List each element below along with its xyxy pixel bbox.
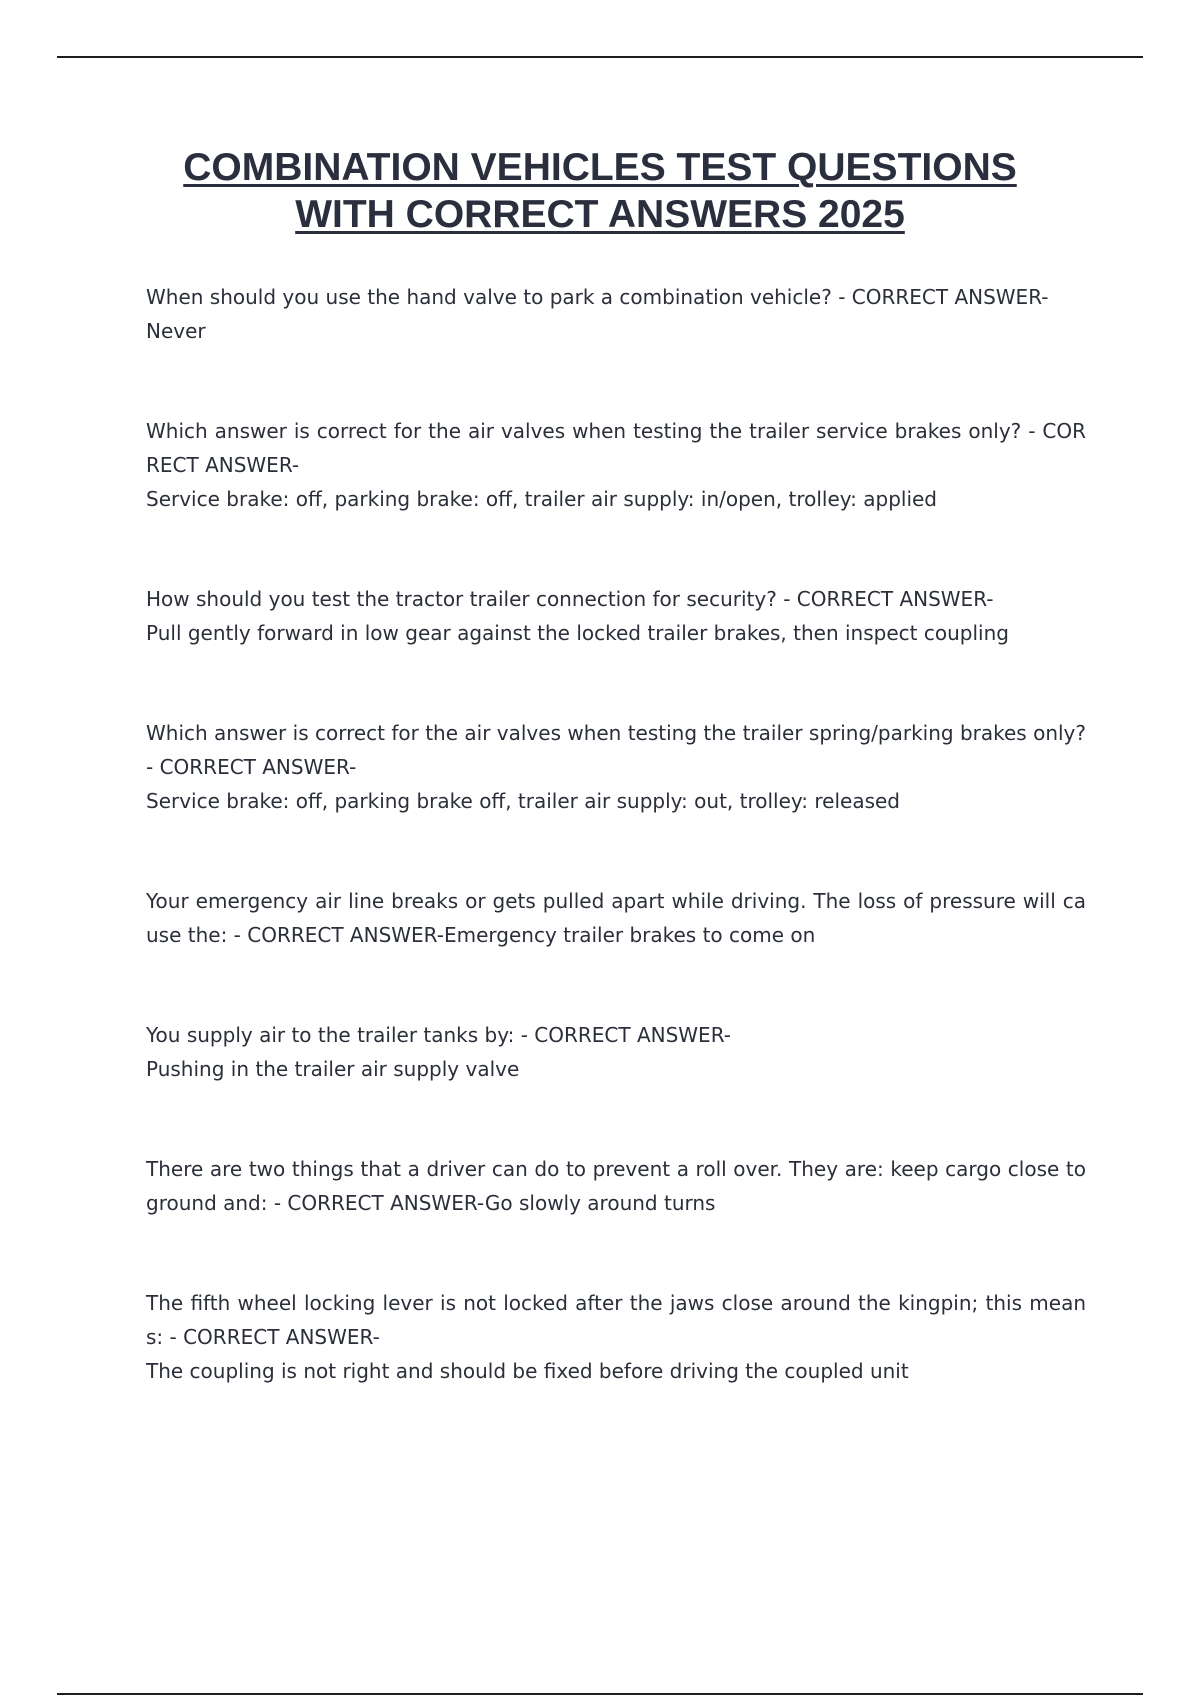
question-text: When should you use the hand valve to park a combination vehicle? - CORRECT ANSWER- — [146, 285, 1049, 309]
question-text: Which answer is correct for the air valves when testing the trailer service brakes only? - CORRECT ANSWER- — [146, 419, 1086, 477]
qa-item — [146, 1286, 1086, 1388]
question-text: Your emergency air line breaks or gets pulled apart while driving. The loss of pressure will cause the: - CORRECT ANSWER- — [146, 889, 1086, 947]
question-text: How should you test the tractor trailer connection for security? - CORRECT ANSWER- — [146, 587, 994, 611]
qa-item — [146, 414, 1086, 516]
answer-text: Service brake: off, parking brake off, trailer air supply: out, trolley: released — [146, 789, 901, 813]
answer-text: Never — [146, 319, 206, 343]
answer-text: Pushing in the trailer air supply valve — [146, 1057, 520, 1081]
qa-item — [146, 582, 1086, 650]
question-text: Which answer is correct for the air valves when testing the trailer spring/parking brakes only? - CORRECT ANSWER- — [146, 721, 1086, 779]
title-line-2: WITH CORRECT ANSWERS 2025 — [295, 193, 905, 236]
header-rule — [57, 56, 1143, 58]
answer-text: Go slowly around turns — [484, 1191, 716, 1215]
answer-text: Service brake: off, parking brake: off, trailer air supply: in/open, trolley: applied — [146, 487, 938, 511]
answer-text: Emergency trailer brakes to come on — [443, 923, 816, 947]
question-text: You supply air to the trailer tanks by: - CORRECT ANSWER- — [146, 1023, 731, 1047]
qa-item — [146, 1018, 1086, 1086]
footer-rule — [57, 1693, 1143, 1695]
page-title — [60, 144, 1140, 238]
answer-text: Pull gently forward in low gear against the locked trailer brakes, then inspect coupling — [146, 621, 1009, 645]
question-text: The fifth wheel locking lever is not locked after the jaws close around the kingpin; this means: - CORRECT ANSWER- — [146, 1291, 1086, 1349]
qa-list — [146, 280, 1086, 1388]
title-line-1: COMBINATION VEHICLES TEST QUESTIONS — [183, 146, 1017, 189]
qa-item — [146, 716, 1086, 818]
answer-text: The coupling is not right and should be fixed before driving the coupled unit — [146, 1359, 909, 1383]
question-text: There are two things that a driver can do to prevent a roll over. They are: keep cargo close to ground and: - CORRECT ANSWER- — [146, 1157, 1086, 1215]
qa-item — [146, 280, 1086, 348]
qa-item — [146, 884, 1086, 952]
qa-item — [146, 1152, 1086, 1220]
